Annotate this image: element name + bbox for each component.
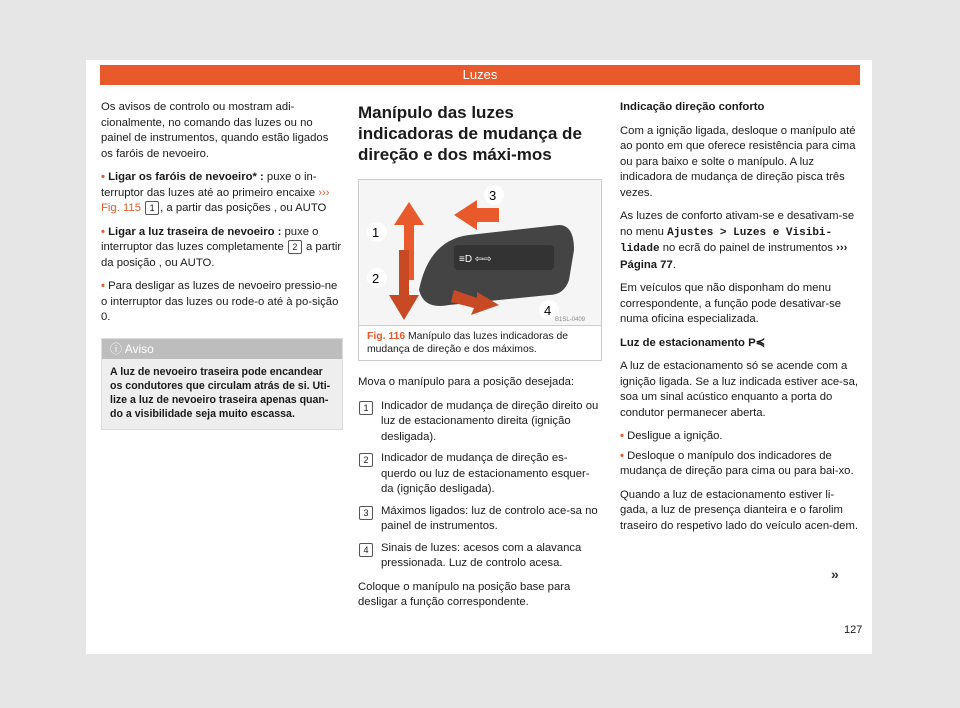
list-item-text: Indicador de mudança de direção es-querdo ou luz de estacionamento esquer-da (ignição desligada).	[381, 452, 590, 495]
outro-paragraph: Coloque o manípulo na posição base para desligar a função correspondente.	[358, 580, 571, 608]
bullet-text: puxe o interruptor das luzes completamente	[101, 225, 319, 253]
warning-text: A luz de nevoeiro traseira pode encandear os condutores que circulam atrás de si. Uti-lize a luz de nevoeiro traseira apenas quan-do a visibilidade seja muito escassa.	[102, 359, 342, 429]
callout-list	[358, 399, 602, 572]
warning-title: Aviso	[124, 341, 154, 356]
continue-icon: »	[831, 566, 839, 582]
figure-label: Fig. 116	[367, 331, 406, 342]
section-title: Manípulo das luzes indicadoras de mudança de direção e dos máxi-mos	[358, 103, 582, 164]
warning-header	[102, 339, 342, 359]
subheading-text: Luz de estacionamento	[620, 336, 749, 349]
column-right	[620, 100, 860, 542]
list-item	[358, 504, 602, 535]
callout-4-label: 4	[544, 303, 552, 318]
page-number: 127	[844, 624, 863, 636]
info-icon: ⓘ	[110, 341, 123, 356]
bullet-icon: •	[101, 171, 105, 183]
bullet-lever	[620, 449, 860, 480]
figure-link[interactable]: ››› Fig. 115	[101, 186, 330, 214]
bullet-icon: •	[101, 225, 105, 238]
list-item-text: Máximos ligados: luz de controlo ace-sa no painel de instrumentos.	[381, 504, 598, 532]
bullet-text: Para desligar as luzes de nevoeiro pressio-ne o interruptor das luzes ou rode-o até à po-sição 0.	[101, 280, 339, 323]
bullet-text: puxe o in-terruptor das luzes até ao primeiro encaixe	[101, 171, 317, 199]
list-lead: Mova o manípulo para a posição desejada:	[358, 376, 575, 388]
bullet-ignition	[620, 429, 860, 445]
bullet-front-fog	[101, 170, 343, 217]
figure-116	[358, 179, 602, 326]
callout-2-label: 2	[372, 271, 380, 286]
column-left	[101, 100, 343, 430]
lever-icons: ≡D ⇦⇨	[459, 254, 492, 265]
paragraph: A luz de estacionamento só se acende com a ignição ligada. Se a luz indicada estiver ace-sa, soa um sinal acústico enquanto a porta do condutor permanecer aberta.	[620, 360, 859, 419]
bullet-switch-off	[101, 279, 343, 326]
intro-paragraph: Os avisos de controlo ou mostram adi-cionalmente, no comando das luzes ou no painel de instrumentos, quando estão ligados os faróis de nevoeiro.	[101, 101, 329, 160]
bullet-title: Ligar os faróis de nevoeiro* :	[108, 171, 264, 183]
subheading-conforto: Indicação direção conforto	[620, 101, 765, 113]
list-item	[358, 451, 602, 498]
bullet-icon: •	[620, 430, 624, 442]
column-middle	[358, 100, 602, 619]
section-header: Luzes	[100, 65, 860, 85]
subheading-estacionamento	[620, 336, 860, 352]
parking-light-icon: P≼	[748, 336, 766, 349]
bullet-text: Desligue a ignição.	[627, 430, 723, 442]
callout-number: 4	[359, 543, 373, 557]
paragraph: Com a ignição ligada, desloque o manípulo até ao ponto em que oferece resistência para cima ou para baixo e solte o manípulo. A luz indicadora de mudança de direção pisca três vezes.	[620, 124, 856, 199]
callout-number: 2	[359, 453, 373, 467]
callout-1-label: 1	[372, 225, 380, 240]
callout-number: 3	[359, 506, 373, 520]
callout-number: 1	[359, 401, 373, 415]
callout-number: 2	[288, 240, 302, 254]
paragraph: Quando a luz de estacionamento estiver li-gada, a luz de presença dianteira e o farolim traseiro do respetivo lado do veículo acen-dem.	[620, 488, 858, 532]
menu-path: Ajustes > Luzes e Visibi-lidade	[620, 226, 833, 255]
lever-illustration	[359, 180, 601, 325]
text: .	[672, 258, 676, 271]
text: As luzes de conforto ativam-se e desativam-se no menu	[620, 210, 855, 238]
bullet-text: Desloque o manípulo dos indicadores de mudança de direção para cima ou para bai-xo.	[620, 449, 854, 477]
figure-caption	[358, 326, 602, 361]
bullet-title: Ligar a luz traseira de nevoeiro :	[108, 225, 282, 238]
text: no ecrã do painel de instrumentos	[659, 242, 837, 254]
list-item-text: Indicador de mudança de direção direito ou luz de estacionamento direita (ignição desligada).	[381, 399, 599, 443]
page-link[interactable]: ››› Página 77	[620, 242, 848, 271]
caption-text: Manípulo das luzes indicadoras de mudança de direção e dos máximos.	[367, 331, 569, 355]
callout-number: 1	[145, 201, 159, 215]
warning-box	[101, 338, 343, 430]
list-item	[358, 541, 602, 572]
bullet-text: a partir da posição , ou AUTO.	[101, 241, 342, 269]
bullet-rear-fog	[101, 225, 343, 272]
list-item-text: Sinais de luzes: acesos com a alavanca pressionada. Luz de controlo acesa.	[381, 541, 582, 569]
bullet-text: , a partir das posições , ou AUTO	[160, 202, 327, 214]
bullet-icon: •	[101, 280, 105, 292]
paragraph-menu	[620, 209, 860, 273]
list-item	[358, 399, 602, 446]
paragraph: Em veículos que não disponham do menu correspondente, a função pode desativar-se numa oficina especializada.	[620, 282, 842, 325]
callout-3-label: 3	[489, 188, 497, 203]
bullet-icon: •	[620, 449, 624, 462]
figure-code: B1SL-0409	[555, 317, 586, 323]
